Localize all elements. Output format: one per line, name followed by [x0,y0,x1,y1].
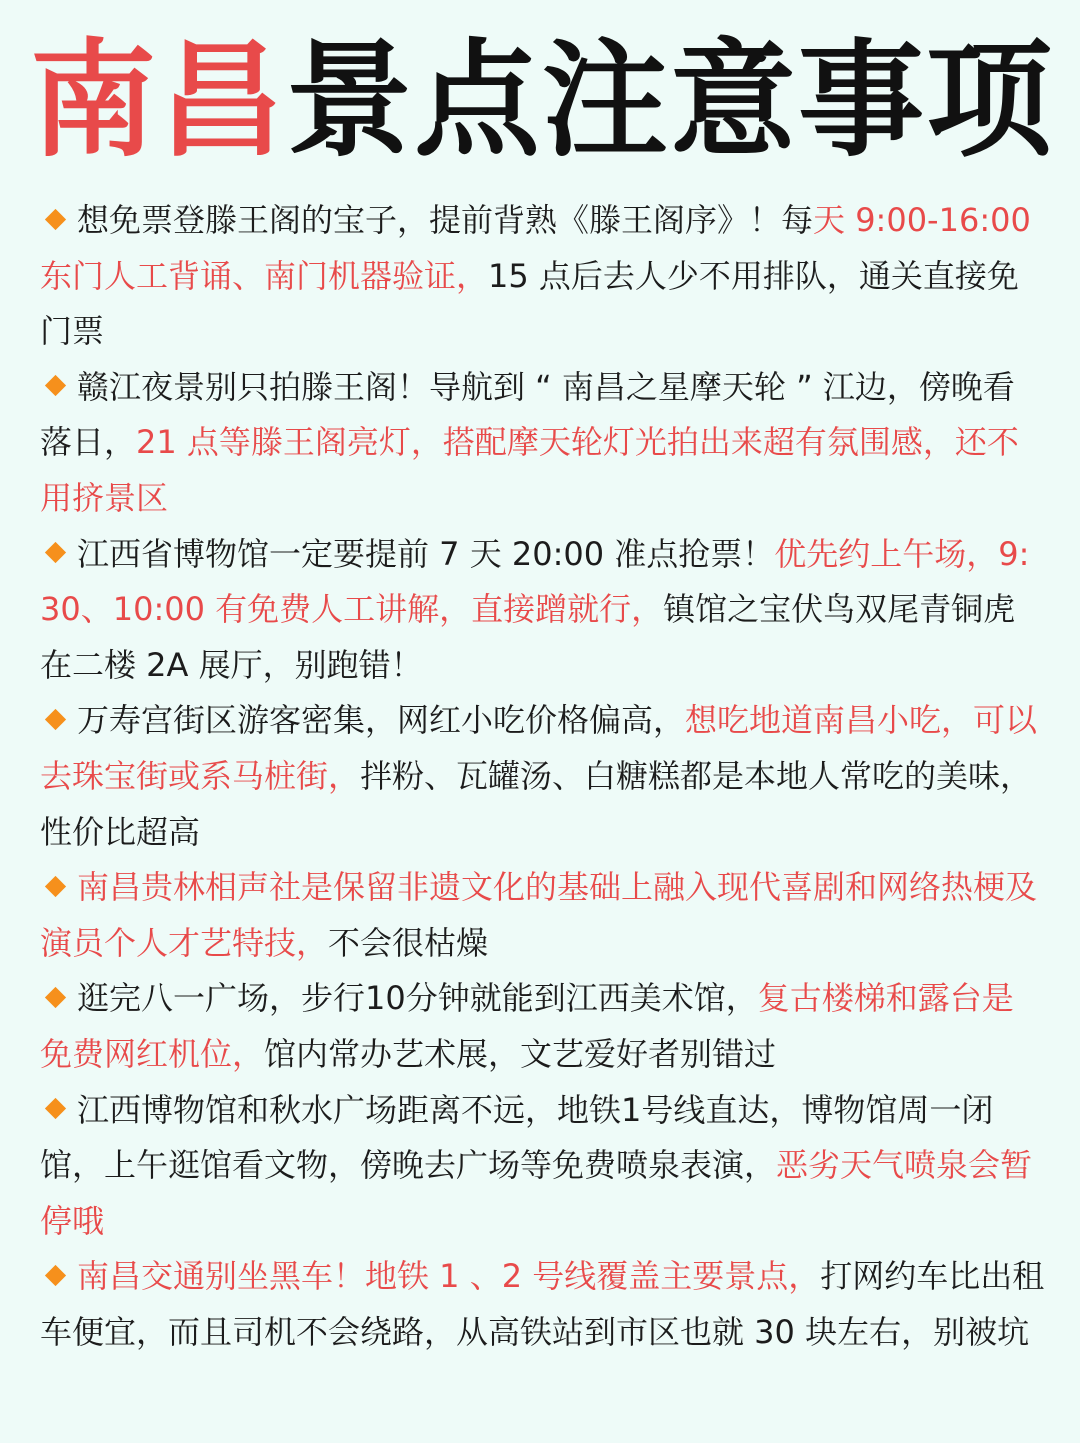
orange-diamond-icon [45,987,66,1008]
page-title [30,26,1054,176]
tip-highlight: 复古楼梯和露台是免费网红机位， [40,979,1014,1073]
tip-text: 逛完八一广场，步行10分钟就能到江西美术馆， [77,979,758,1018]
orange-diamond-icon [45,542,66,563]
tip-text: 打网约车比出租车便宜，而且司机不会绕路，从高铁站到市区也就 30 块左右，别被坑 [40,1257,1045,1351]
tip-text: 想免票登滕王阁的宝子，提前背熟《滕王阁序》！每 [77,201,814,239]
orange-diamond-icon [45,1265,66,1286]
tip-text: 赣江夜景别只拍滕王阁！导航到 “ 南昌之星摩天轮 ” 江边，傍晚看落日， [40,367,1015,462]
tip-highlight: 南昌交通别坐黑车！地铁 1 、2 号线覆盖主要景点， [77,1257,821,1296]
tip-text: 万寿宫街区游客密集，网红小吃价格偏高， [77,701,686,740]
tip-text: 馆内常办艺术展，文艺爱好者别错过 [264,1034,777,1073]
tips-list [40,193,1045,1360]
tip-item [40,1249,1045,1360]
orange-diamond-icon [45,709,66,730]
tip-item [40,693,1045,860]
tip-item [40,1083,1045,1250]
tip-item [40,360,1045,527]
tip-highlight: 南昌贵林相声社是保留非遗文化的基础上融入现代喜剧和网络热梗及演员个人才艺特技， [40,868,1038,962]
tip-text: 拌粉、瓦罐汤、白糖糕都是本地人常吃的美味，性价比超高 [40,756,1033,851]
orange-diamond-icon [45,876,66,897]
tip-highlight: 天 9:00-16:00 东门人工背诵、南门机器验证， [40,201,1031,295]
tip-highlight: 想吃地道南昌小吃，可以去珠宝街或系马桩街， [40,701,1038,795]
tip-highlight: 21 点等滕王阁亮灯，搭配摩天轮灯光拍出来超有氛围感，还不用挤景区 [40,423,1019,517]
tip-item [40,860,1045,971]
tip-text: 镇馆之宝伏鸟双尾青铜虎在二楼 2A 展厅，别跑错！ [40,590,1016,684]
orange-diamond-icon [45,208,66,229]
title-highlight: 南昌 [30,27,286,174]
orange-diamond-icon [45,375,66,396]
tip-text: 江西省博物馆一定要提前 7 天 20:00 准点抢票！ [77,534,775,573]
tip-item [40,971,1045,1082]
orange-diamond-icon [45,1098,66,1119]
title-rest: 景点注意事项 [286,27,1054,174]
tip-item [40,527,1045,694]
tip-highlight: 恶劣天气喷泉会暂停哦 [40,1146,1033,1240]
tip-item [40,193,1045,360]
tip-text: 不会很枯燥 [328,923,489,962]
tip-highlight: 优先约上午场，9:30、10:00 有免费人工讲解，直接蹭就行， [40,534,1030,629]
tip-text: 15 点后去人少不用排队，通关直接免门票 [40,256,1019,351]
tip-text: 江西博物馆和秋水广场距离不远，地铁1号线直达，博物馆周一闭馆，上午逛馆看文物，傍晚去广场等免费喷泉表演， [40,1090,994,1185]
